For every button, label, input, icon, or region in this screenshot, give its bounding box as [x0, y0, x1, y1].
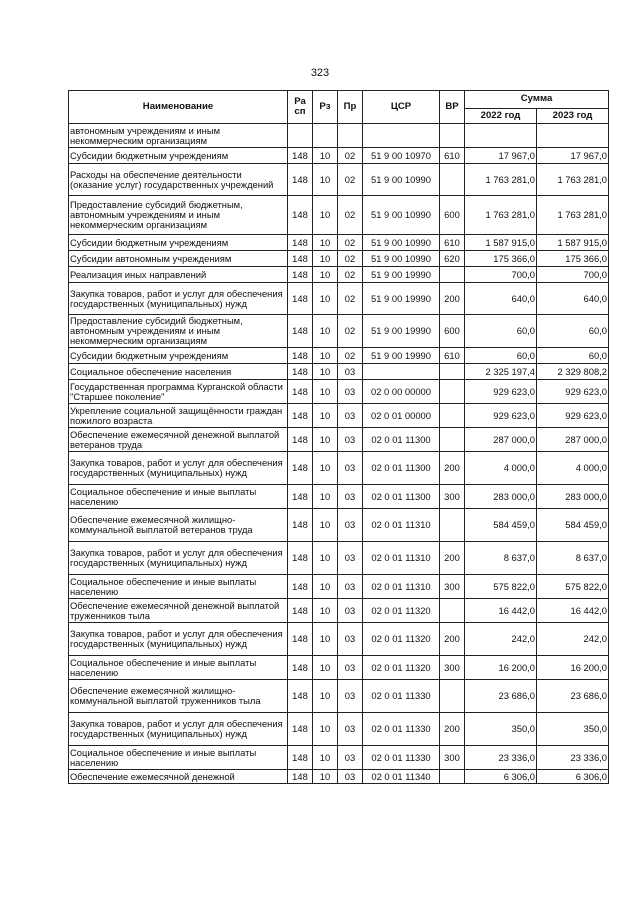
cell-csr: 02 0 01 11340 — [363, 770, 440, 784]
cell-sum-2022: 242,0 — [465, 623, 537, 656]
cell-name: Субсидии бюджетным учреждениям — [69, 148, 288, 164]
cell-csr: 51 9 00 19990 — [363, 267, 440, 283]
cell-rasp: 148 — [288, 148, 313, 164]
cell-name: Предоставление субсидий бюджетным, автономным учреждениям и иным некоммерческим организациям — [69, 315, 288, 348]
cell-sum-2023: 17 967,0 — [537, 148, 609, 164]
cell-rasp: 148 — [288, 267, 313, 283]
table-row — [69, 452, 609, 485]
cell-sum-2022: 60,0 — [465, 348, 537, 364]
table-row — [69, 148, 609, 164]
cell-vr: 300 — [440, 656, 465, 680]
cell-pr: 03 — [338, 680, 363, 713]
header-year-2023: 2023 год — [537, 109, 609, 124]
cell-vr: 200 — [440, 283, 465, 315]
cell-rasp: 148 — [288, 599, 313, 623]
cell-csr: 51 9 00 19990 — [363, 315, 440, 348]
cell-pr: 03 — [338, 623, 363, 656]
cell-name: Социальное обеспечение населения — [69, 364, 288, 380]
table-row — [69, 485, 609, 509]
cell-vr: 600 — [440, 315, 465, 348]
cell-rz: 10 — [313, 283, 338, 315]
cell-rasp: 148 — [288, 164, 313, 196]
cell-rz: 10 — [313, 196, 338, 235]
cell-pr: 02 — [338, 235, 363, 251]
cell-name: Предоставление субсидий бюджетным, автономным учреждениям и иным некоммерческим организациям — [69, 196, 288, 235]
cell-csr: 51 9 00 10990 — [363, 235, 440, 251]
cell-sum-2023: 1 587 915,0 — [537, 235, 609, 251]
cell-sum-2022: 23 686,0 — [465, 680, 537, 713]
cell-rz: 10 — [313, 428, 338, 452]
cell-pr: 03 — [338, 575, 363, 599]
cell-pr: 02 — [338, 267, 363, 283]
header-rasp-line1: Ра — [294, 95, 306, 107]
cell-pr: 02 — [338, 251, 363, 267]
cell-name: Субсидии автономным учреждениям — [69, 251, 288, 267]
table-row — [69, 428, 609, 452]
cell-pr: 02 — [338, 283, 363, 315]
cell-sum-2022: 1 763 281,0 — [465, 196, 537, 235]
cell-rasp: 148 — [288, 196, 313, 235]
cell-sum-2022: 17 967,0 — [465, 148, 537, 164]
header-rasp — [288, 91, 313, 124]
cell-rasp: 148 — [288, 348, 313, 364]
table-row — [69, 575, 609, 599]
cell-sum-2022: 16 442,0 — [465, 599, 537, 623]
cell-rasp: 148 — [288, 623, 313, 656]
cell-sum-2023: 287 000,0 — [537, 428, 609, 452]
cell-sum-2023: 23 336,0 — [537, 746, 609, 770]
cell-rasp: 148 — [288, 251, 313, 267]
cell-vr — [440, 599, 465, 623]
cell-name: Обеспечение ежемесячной денежной — [69, 770, 288, 784]
cell-vr: 200 — [440, 542, 465, 575]
cell-rz: 10 — [313, 148, 338, 164]
cell-sum-2023: 6 306,0 — [537, 770, 609, 784]
cell-pr: 03 — [338, 452, 363, 485]
cell-sum-2022: 16 200,0 — [465, 656, 537, 680]
cell-sum-2022: 700,0 — [465, 267, 537, 283]
cell-name: Расходы на обеспечение деятельности (оказание услуг) государственных учреждений — [69, 164, 288, 196]
cell-sum-2022: 1 763 281,0 — [465, 164, 537, 196]
cell-sum-2023: 242,0 — [537, 623, 609, 656]
cell-rasp: 148 — [288, 485, 313, 509]
cell-sum-2023: 929 623,0 — [537, 404, 609, 428]
header-name: Наименование — [69, 91, 288, 124]
cell-csr — [363, 364, 440, 380]
cell-vr: 610 — [440, 235, 465, 251]
cell-vr — [440, 380, 465, 404]
cell-name: Обеспечение ежемесячной жилищно-коммунальной выплатой труженников тыла — [69, 680, 288, 713]
cell-rz — [313, 124, 338, 148]
table-row — [69, 315, 609, 348]
cell-sum-2023: 1 763 281,0 — [537, 164, 609, 196]
cell-sum-2023: 8 637,0 — [537, 542, 609, 575]
cell-csr: 02 0 01 00000 — [363, 404, 440, 428]
cell-rz: 10 — [313, 404, 338, 428]
cell-rasp — [288, 124, 313, 148]
cell-vr: 200 — [440, 452, 465, 485]
cell-name: Обеспечение ежемесячной денежной выплатой ветеранов труда — [69, 428, 288, 452]
cell-rasp: 148 — [288, 746, 313, 770]
cell-vr — [440, 124, 465, 148]
cell-vr: 200 — [440, 623, 465, 656]
cell-pr: 02 — [338, 148, 363, 164]
cell-vr — [440, 680, 465, 713]
cell-csr: 02 0 01 11330 — [363, 746, 440, 770]
cell-csr: 51 9 00 10990 — [363, 164, 440, 196]
table-row — [69, 770, 609, 784]
cell-rasp: 148 — [288, 542, 313, 575]
table-row — [69, 164, 609, 196]
cell-csr: 51 9 00 10990 — [363, 196, 440, 235]
cell-pr — [338, 124, 363, 148]
cell-rz: 10 — [313, 542, 338, 575]
cell-csr: 02 0 01 11310 — [363, 575, 440, 599]
cell-rz: 10 — [313, 364, 338, 380]
cell-sum-2023: 60,0 — [537, 348, 609, 364]
cell-vr: 200 — [440, 713, 465, 746]
table-row — [69, 509, 609, 542]
cell-sum-2022: 6 306,0 — [465, 770, 537, 784]
cell-name: автономным учреждениям и иным некоммерческим организациям — [69, 124, 288, 148]
cell-pr: 03 — [338, 770, 363, 784]
header-year-2022: 2022 год — [465, 109, 537, 124]
table-row — [69, 124, 609, 148]
table-row — [69, 196, 609, 235]
cell-rasp: 148 — [288, 770, 313, 784]
cell-rasp: 148 — [288, 315, 313, 348]
cell-rz: 10 — [313, 315, 338, 348]
cell-sum-2023: 23 686,0 — [537, 680, 609, 713]
cell-vr — [440, 770, 465, 784]
table-row — [69, 680, 609, 713]
cell-name: Закупка товаров, работ и услуг для обеспечения государственных (муниципальных) нужд — [69, 542, 288, 575]
cell-rasp: 148 — [288, 428, 313, 452]
cell-rz: 10 — [313, 251, 338, 267]
cell-pr: 03 — [338, 380, 363, 404]
page-number: 323 — [310, 67, 330, 79]
cell-rasp: 148 — [288, 452, 313, 485]
table-row — [69, 283, 609, 315]
cell-pr: 02 — [338, 348, 363, 364]
cell-rasp: 148 — [288, 380, 313, 404]
cell-csr: 02 0 01 11310 — [363, 542, 440, 575]
cell-pr: 03 — [338, 485, 363, 509]
cell-sum-2023: 700,0 — [537, 267, 609, 283]
cell-csr: 51 9 00 19990 — [363, 348, 440, 364]
cell-sum-2022: 350,0 — [465, 713, 537, 746]
cell-csr — [363, 124, 440, 148]
cell-sum-2023: 60,0 — [537, 315, 609, 348]
cell-sum-2022: 929 623,0 — [465, 404, 537, 428]
cell-sum-2022: 23 336,0 — [465, 746, 537, 770]
table-row — [69, 542, 609, 575]
cell-sum-2023: 575 822,0 — [537, 575, 609, 599]
cell-name: Обеспечение ежемесячной денежной выплатой труженников тыла — [69, 599, 288, 623]
cell-name: Закупка товаров, работ и услуг для обеспечения государственных (муниципальных) нужд — [69, 283, 288, 315]
cell-sum-2023: 175 366,0 — [537, 251, 609, 267]
header-csr: ЦСР — [363, 91, 440, 124]
cell-rz: 10 — [313, 599, 338, 623]
table-row — [69, 623, 609, 656]
cell-sum-2023: 640,0 — [537, 283, 609, 315]
table-row — [69, 348, 609, 364]
cell-rz: 10 — [313, 235, 338, 251]
cell-vr — [440, 267, 465, 283]
table-row — [69, 599, 609, 623]
cell-csr: 02 0 01 11330 — [363, 680, 440, 713]
cell-name: Обеспечение ежемесячной жилищно-коммунальной выплатой ветеранов труда — [69, 509, 288, 542]
cell-sum-2022: 8 637,0 — [465, 542, 537, 575]
cell-vr: 600 — [440, 196, 465, 235]
cell-rz: 10 — [313, 770, 338, 784]
cell-sum-2023: 2 329 808,2 — [537, 364, 609, 380]
cell-sum-2022 — [465, 124, 537, 148]
table-row — [69, 235, 609, 251]
cell-rz: 10 — [313, 680, 338, 713]
cell-rz: 10 — [313, 713, 338, 746]
cell-sum-2022: 584 459,0 — [465, 509, 537, 542]
cell-name: Закупка товаров, работ и услуг для обеспечения государственных (муниципальных) нужд — [69, 623, 288, 656]
table-row — [69, 267, 609, 283]
cell-csr: 51 9 00 19990 — [363, 283, 440, 315]
cell-csr: 02 0 01 11300 — [363, 428, 440, 452]
cell-vr — [440, 164, 465, 196]
cell-sum-2023: 16 442,0 — [537, 599, 609, 623]
cell-pr: 03 — [338, 713, 363, 746]
cell-vr: 300 — [440, 485, 465, 509]
cell-vr: 620 — [440, 251, 465, 267]
cell-sum-2023: 350,0 — [537, 713, 609, 746]
table-row — [69, 404, 609, 428]
cell-name: Реализация иных направлений — [69, 267, 288, 283]
cell-csr: 02 0 01 11320 — [363, 623, 440, 656]
cell-vr: 300 — [440, 746, 465, 770]
cell-sum-2022: 287 000,0 — [465, 428, 537, 452]
cell-sum-2023: 929 623,0 — [537, 380, 609, 404]
cell-sum-2023: 584 459,0 — [537, 509, 609, 542]
cell-rasp: 148 — [288, 364, 313, 380]
cell-sum-2022: 1 587 915,0 — [465, 235, 537, 251]
header-pr: Пр — [338, 91, 363, 124]
cell-vr — [440, 509, 465, 542]
cell-sum-2022: 575 822,0 — [465, 575, 537, 599]
cell-csr: 02 0 00 00000 — [363, 380, 440, 404]
cell-vr — [440, 428, 465, 452]
cell-rz: 10 — [313, 267, 338, 283]
cell-sum-2022: 640,0 — [465, 283, 537, 315]
cell-rz: 10 — [313, 656, 338, 680]
budget-table — [68, 90, 609, 784]
cell-rz: 10 — [313, 485, 338, 509]
cell-name: Закупка товаров, работ и услуг для обеспечения государственных (муниципальных) нужд — [69, 452, 288, 485]
cell-rasp: 148 — [288, 680, 313, 713]
cell-pr: 03 — [338, 404, 363, 428]
cell-pr: 02 — [338, 315, 363, 348]
table-row — [69, 364, 609, 380]
cell-name: Социальное обеспечение и иные выплаты населению — [69, 656, 288, 680]
table-row — [69, 380, 609, 404]
cell-name: Социальное обеспечение и иные выплаты населению — [69, 575, 288, 599]
cell-rasp: 148 — [288, 575, 313, 599]
cell-rasp: 148 — [288, 283, 313, 315]
cell-pr: 03 — [338, 746, 363, 770]
cell-csr: 02 0 01 11310 — [363, 509, 440, 542]
cell-rz: 10 — [313, 575, 338, 599]
cell-sum-2022: 60,0 — [465, 315, 537, 348]
cell-rasp: 148 — [288, 509, 313, 542]
cell-rz: 10 — [313, 164, 338, 196]
cell-sum-2022: 175 366,0 — [465, 251, 537, 267]
cell-sum-2023: 283 000,0 — [537, 485, 609, 509]
cell-rz: 10 — [313, 348, 338, 364]
cell-pr: 02 — [338, 164, 363, 196]
cell-rz: 10 — [313, 509, 338, 542]
cell-vr — [440, 364, 465, 380]
cell-csr: 02 0 01 11300 — [363, 485, 440, 509]
cell-pr: 03 — [338, 542, 363, 575]
cell-name: Субсидии бюджетным учреждениям — [69, 348, 288, 364]
cell-vr: 610 — [440, 348, 465, 364]
cell-sum-2023 — [537, 124, 609, 148]
table-row — [69, 713, 609, 746]
table-row — [69, 746, 609, 770]
cell-csr: 51 9 00 10970 — [363, 148, 440, 164]
cell-pr: 03 — [338, 364, 363, 380]
cell-pr: 03 — [338, 509, 363, 542]
cell-sum-2022: 283 000,0 — [465, 485, 537, 509]
cell-sum-2023: 16 200,0 — [537, 656, 609, 680]
cell-csr: 02 0 01 11320 — [363, 599, 440, 623]
cell-sum-2023: 1 763 281,0 — [537, 196, 609, 235]
cell-rz: 10 — [313, 452, 338, 485]
cell-name: Государственная программа Курганской области "Старшее поколение" — [69, 380, 288, 404]
header-sum: Сумма — [465, 91, 609, 109]
cell-name: Субсидии бюджетным учреждениям — [69, 235, 288, 251]
header-vr: ВР — [440, 91, 465, 124]
cell-vr — [440, 404, 465, 428]
cell-csr: 02 0 01 11330 — [363, 713, 440, 746]
cell-sum-2022: 4 000,0 — [465, 452, 537, 485]
header-rasp-line2: сп — [294, 106, 306, 117]
cell-pr: 02 — [338, 196, 363, 235]
cell-pr: 03 — [338, 428, 363, 452]
cell-rasp: 148 — [288, 656, 313, 680]
cell-pr: 03 — [338, 656, 363, 680]
cell-rz: 10 — [313, 380, 338, 404]
cell-rz: 10 — [313, 746, 338, 770]
cell-csr: 02 0 01 11300 — [363, 452, 440, 485]
header-rz: Рз — [313, 91, 338, 124]
cell-rz: 10 — [313, 623, 338, 656]
cell-sum-2022: 929 623,0 — [465, 380, 537, 404]
cell-rasp: 148 — [288, 235, 313, 251]
cell-csr: 02 0 01 11320 — [363, 656, 440, 680]
cell-name: Укрепление социальной защищённости граждан пожилого возраста — [69, 404, 288, 428]
table-row — [69, 251, 609, 267]
cell-name: Социальное обеспечение и иные выплаты населению — [69, 746, 288, 770]
cell-sum-2022: 2 325 197,4 — [465, 364, 537, 380]
cell-rasp: 148 — [288, 713, 313, 746]
cell-pr: 03 — [338, 599, 363, 623]
cell-name: Закупка товаров, работ и услуг для обеспечения государственных (муниципальных) нужд — [69, 713, 288, 746]
cell-rasp: 148 — [288, 404, 313, 428]
cell-sum-2023: 4 000,0 — [537, 452, 609, 485]
cell-csr: 51 9 00 10990 — [363, 251, 440, 267]
cell-name: Социальное обеспечение и иные выплаты населению — [69, 485, 288, 509]
table-row — [69, 656, 609, 680]
cell-vr: 300 — [440, 575, 465, 599]
cell-vr: 610 — [440, 148, 465, 164]
